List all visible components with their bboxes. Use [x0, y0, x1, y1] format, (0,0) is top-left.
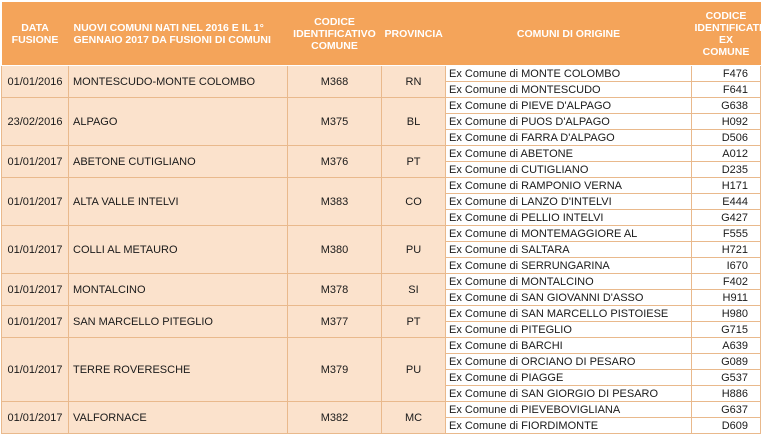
table-row: [2, 338, 761, 354]
table-body: [2, 66, 761, 434]
cell-origin-code: H171: [692, 178, 761, 194]
cell-date: 01/01/2017: [2, 226, 69, 274]
cell-origin-code: H886: [692, 386, 761, 402]
cell-origin-code: A012: [692, 146, 761, 162]
header-code: CODICE IDENTIFICATIVO COMUNE: [288, 2, 382, 66]
cell-origin-code: H092: [692, 114, 761, 130]
cell-origin-code: H980: [692, 306, 761, 322]
cell-date: 01/01/2016: [2, 66, 69, 98]
header-new-comune: NUOVI COMUNI NATI NEL 2016 E IL 1° GENNAIO 2017 DA FUSIONI DI COMUNI: [69, 2, 288, 66]
cell-origin-code: D506: [692, 130, 761, 146]
header-origin-code: CODICE IDENTIFICATIVO EX COMUNE: [692, 2, 761, 66]
cell-new-comune: ALPAGO: [69, 98, 288, 146]
cell-date: 01/01/2017: [2, 178, 69, 226]
table-row: [2, 178, 761, 194]
cell-code: M377: [288, 306, 382, 338]
cell-origin-comune: Ex Comune di SAN MARCELLO PISTOIESE: [446, 306, 692, 322]
header-origin: COMUNI DI ORIGINE: [446, 2, 692, 66]
cell-origin-comune: Ex Comune di FARRA D'ALPAGO: [446, 130, 692, 146]
cell-province: PT: [382, 306, 446, 338]
cell-origin-code: H721: [692, 242, 761, 258]
cell-new-comune: SAN MARCELLO PITEGLIO: [69, 306, 288, 338]
cell-origin-comune: Ex Comune di PITEGLIO: [446, 322, 692, 338]
header-row: [2, 2, 761, 66]
cell-date: 01/01/2017: [2, 306, 69, 338]
cell-origin-comune: Ex Comune di LANZO D'INTELVI: [446, 194, 692, 210]
cell-new-comune: ALTA VALLE INTELVI: [69, 178, 288, 226]
cell-date: 01/01/2017: [2, 274, 69, 306]
header-date: DATA FUSIONE: [2, 2, 69, 66]
cell-origin-code: D235: [692, 162, 761, 178]
cell-province: PU: [382, 338, 446, 402]
cell-origin-code: D609: [692, 418, 761, 434]
cell-origin-code: H911: [692, 290, 761, 306]
cell-date: 23/02/2016: [2, 98, 69, 146]
cell-origin-comune: Ex Comune di RAMPONIO VERNA: [446, 178, 692, 194]
cell-new-comune: VALFORNACE: [69, 402, 288, 434]
cell-province: PT: [382, 146, 446, 178]
comuni-fusion-table: [1, 1, 777, 434]
cell-origin-code: G637: [692, 402, 761, 418]
cell-origin-code: F555: [692, 226, 761, 242]
table-row: [2, 402, 761, 418]
table-row: [2, 146, 761, 162]
cell-code: M382: [288, 402, 382, 434]
cell-province: CO: [382, 178, 446, 226]
cell-code: M375: [288, 98, 382, 146]
cell-code: M376: [288, 146, 382, 178]
table-row: [2, 274, 761, 290]
cell-origin-comune: Ex Comune di SAN GIORGIO DI PESARO: [446, 386, 692, 402]
cell-origin-comune: Ex Comune di MONTALCINO: [446, 274, 692, 290]
table-row: [2, 306, 761, 322]
cell-origin-code: F476: [692, 66, 761, 82]
cell-origin-comune: Ex Comune di PIAGGE: [446, 370, 692, 386]
cell-origin-comune: Ex Comune di CUTIGLIANO: [446, 162, 692, 178]
cell-origin-comune: Ex Comune di ORCIANO DI PESARO: [446, 354, 692, 370]
cell-origin-comune: Ex Comune di BARCHI: [446, 338, 692, 354]
cell-origin-comune: Ex Comune di PIEVEBOVIGLIANA: [446, 402, 692, 418]
cell-origin-comune: Ex Comune di PELLIO INTELVI: [446, 210, 692, 226]
table-row: [2, 66, 761, 82]
cell-new-comune: MONTALCINO: [69, 274, 288, 306]
cell-origin-code: F402: [692, 274, 761, 290]
cell-origin-comune: Ex Comune di PUOS D'ALPAGO: [446, 114, 692, 130]
cell-code: M378: [288, 274, 382, 306]
cell-origin-code: G537: [692, 370, 761, 386]
cell-origin-comune: Ex Comune di MONTEMAGGIORE AL: [446, 226, 692, 242]
cell-origin-comune: Ex Comune di MONTESCUDO: [446, 82, 692, 98]
cell-origin-code: G715: [692, 322, 761, 338]
cell-new-comune: ABETONE CUTIGLIANO: [69, 146, 288, 178]
cell-origin-code: I670: [692, 258, 761, 274]
cell-code: M379: [288, 338, 382, 402]
cell-origin-comune: Ex Comune di SAN GIOVANNI D'ASSO: [446, 290, 692, 306]
cell-province: PU: [382, 226, 446, 274]
header-province: PROVINCIA: [382, 2, 446, 66]
cell-code: M383: [288, 178, 382, 226]
cell-origin-comune: Ex Comune di PIEVE D'ALPAGO: [446, 98, 692, 114]
cell-origin-code: G089: [692, 354, 761, 370]
cell-province: BL: [382, 98, 446, 146]
cell-province: RN: [382, 66, 446, 98]
cell-origin-code: A639: [692, 338, 761, 354]
cell-new-comune: MONTESCUDO-MONTE COLOMBO: [69, 66, 288, 98]
cell-code: M368: [288, 66, 382, 98]
cell-origin-comune: Ex Comune di MONTE COLOMBO: [446, 66, 692, 82]
cell-province: MC: [382, 402, 446, 434]
cell-code: M380: [288, 226, 382, 274]
cell-date: 01/01/2017: [2, 146, 69, 178]
cell-origin-comune: Ex Comune di ABETONE: [446, 146, 692, 162]
cell-origin-code: G638: [692, 98, 761, 114]
cell-new-comune: COLLI AL METAURO: [69, 226, 288, 274]
cell-origin-comune: Ex Comune di SALTARA: [446, 242, 692, 258]
cell-origin-comune: Ex Comune di SERRUNGARINA: [446, 258, 692, 274]
cell-origin-comune: Ex Comune di FIORDIMONTE: [446, 418, 692, 434]
cell-date: 01/01/2017: [2, 402, 69, 434]
cell-province: SI: [382, 274, 446, 306]
table-row: [2, 98, 761, 114]
cell-origin-code: F641: [692, 82, 761, 98]
cell-date: 01/01/2017: [2, 338, 69, 402]
cell-new-comune: TERRE ROVERESCHE: [69, 338, 288, 402]
table-row: [2, 226, 761, 242]
cell-origin-code: G427: [692, 210, 761, 226]
cell-origin-code: E444: [692, 194, 761, 210]
